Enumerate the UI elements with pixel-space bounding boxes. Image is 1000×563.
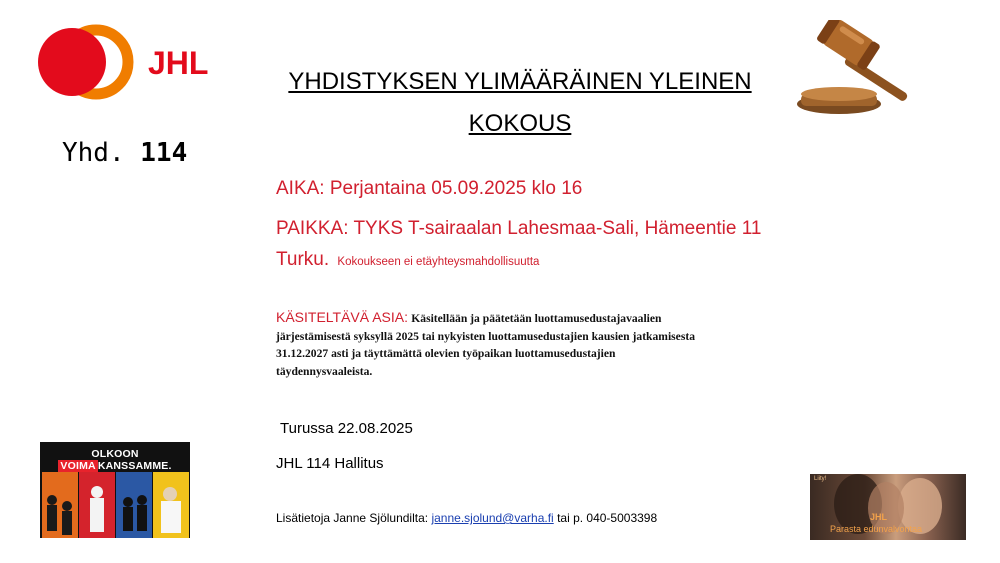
gavel-icon [795,20,920,120]
page-title-line1: YHDISTYKSEN YLIMÄÄRÄINEN YLEINEN [288,68,752,95]
poster-panel-orange [42,472,78,538]
poster-word3: KANSSAMME. [97,460,172,472]
branch-label [62,138,187,168]
jhl-logo-icon [30,20,220,105]
agenda-line4: täydennysvaaleista. [276,364,373,378]
agenda-line3: 31.12.2027 asti ja täyttämättä olevien työpaikan luottamusedustajien [276,347,616,360]
meeting-city [276,249,539,271]
contact-info [276,511,657,525]
contact-email-link[interactable]: janne.sjolund@varha.fi [431,511,554,525]
agenda-block [276,309,776,380]
agenda-line2: järjestämisestä syksyllä 2025 tai nykyisten luottamusedustajien kausien jatkamisesta [276,329,695,343]
contact-phone: tai p. 040-5003398 [557,511,658,525]
jhl-logo [30,20,220,105]
photo-brand: JHL [870,512,888,522]
logo-text: JHL [148,45,209,81]
agenda-line1: Käsitellään ja päätetään luottamusedustajavaalien [411,312,662,325]
poster-word1: OLKOON [91,448,139,460]
photo-slogan: Parasta edunvalvontaa [830,524,923,534]
campaign-poster [40,442,190,538]
branch-prefix: Yhd. [62,138,125,168]
page-title-line2: KOKOUS [468,110,572,137]
meeting-place: PAIKKA: TYKS T-sairaalan Lahesmaa-Sali, Hämeentie 11 [276,218,762,239]
poster-panel-blue [116,472,152,538]
advert-photo [810,474,966,540]
signature: JHL 114 Hallitus [276,455,384,472]
poster-panel-red [79,472,115,538]
branch-number: 114 [140,138,188,168]
agenda-label: KÄSITELTÄVÄ ASIA: [276,309,409,325]
photo-tag: Liity! [814,476,827,482]
poster-panel-yellow [153,472,189,538]
poster-headline [40,448,190,472]
meeting-time: AIKA: Perjantaina 05.09.2025 klo 16 [276,178,583,199]
remote-note: Kokoukseen ei etäyhteysmahdollisuutta [337,256,540,268]
document-date: Turussa 22.08.2025 [280,420,413,437]
poster-word2: VOIMA [60,460,96,472]
contact-prefix: Lisätietoja Janne Sjölundilta: [276,511,429,525]
meeting-city-text: Turku. [276,249,330,270]
